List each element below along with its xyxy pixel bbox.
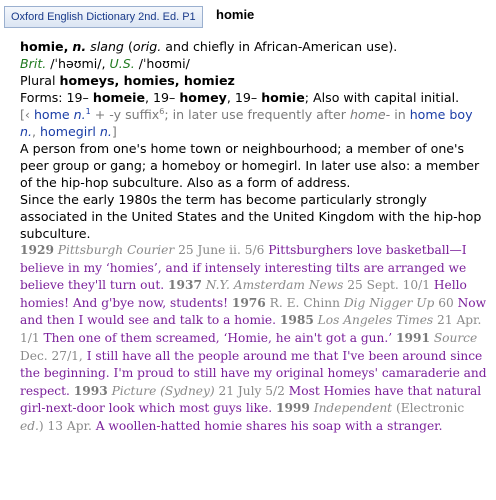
ety-comma: , [32,124,41,139]
quote-source: Los Angeles Times [317,313,434,328]
ety-n-1: n. [69,107,86,122]
quote-year: 1976 [231,295,266,310]
ety-mid: ; in later use frequently after [164,107,350,122]
quotations [20,242,490,436]
quote-ref: 25 June ii. 5/6 [174,243,269,257]
quote-source: N.Y. Amsterdam News [205,278,344,293]
quote-text: I still have all the people around me that I've been around since the beginning. I'm proud to still have my original homeys' camaraderie and respect. [20,348,487,398]
ety-sup-1: 1 [85,106,91,116]
quote-year: 1929 [20,243,54,257]
quote-source: Picture (Sydney) [111,383,215,398]
quote-text: Most Homies have that natural girl-next-door look which most guys like. [20,383,482,416]
ety-n-3: n. [95,124,112,139]
definition: A person from one's home town or neighbourhood; a member of one's peer group or gang; a homeboy or homegirl. In later use also: a member of the hip-hop subculture. Also as a form of address. [20,141,480,190]
ety-plus: + -y suffix [90,107,160,122]
quote-ref-ed: ed. [20,418,39,433]
brit-label: Brit. [20,56,47,71]
quote-ref: ) 13 Apr. [38,418,96,433]
form-2: homey [179,90,227,105]
quote-ref-open: (Electronic [392,401,465,416]
plural-line [20,72,490,89]
register-label: slang [90,39,124,54]
quote-author: R. E. Chinn [265,295,344,310]
ety-home-it: home- [349,107,391,122]
ety-n-2: n. [20,124,32,139]
quote-source: Pittsburgh Courier [57,243,175,257]
ety-sup-6: 6 [159,106,165,116]
usage-orig: orig. [132,39,162,54]
quote-year: 1991 [396,330,430,345]
ety-link-homegirl[interactable]: homegirl [40,124,96,139]
pron-brit: /ˈhəʊmi/, [46,56,110,71]
pronunciation-line [20,55,490,72]
forms-tail: ; Also with capital initial. [304,90,460,105]
form-sep-1: , 19– [145,90,180,105]
quote-year: 1985 [279,313,314,328]
quote-ref: 21 July 5/2 [214,383,289,398]
quote-ref: 21 Apr. 1/1 [20,313,482,345]
quote-year: 1937 [168,278,202,293]
plural-forms: homeys, homies, homiez [59,73,235,88]
ety-in: in [390,107,410,122]
forms-label: Forms: 19– [20,90,93,105]
title-bar [0,0,496,34]
ety-open: [‹ [20,107,34,122]
quote-text: Hello homies! And g'bye now, students! [20,278,467,310]
quote-text: Pittsburghers love basketball—I believe in my ‘homies’, and if intensely interesting tilts are arranged we believe they'll turn out. [20,243,467,293]
quote-ref: Dec. 27/1, [20,348,87,363]
usage-note-paragraph: Since the early 1980s the term has become particularly strongly associated in the United States and the United Kingdom with the hip-hop subculture. [20,192,482,241]
usage-open: ( [127,39,133,54]
form-3: homie [261,90,305,105]
quote-source: Source [433,330,478,345]
quote-text: A woollen-hatted homie shares his soap with a stranger. [95,418,443,433]
quote-ref: 25 Sept. 10/1 [343,278,434,293]
ety-link-homeboy[interactable]: home boy [409,107,473,122]
dictionary-tab[interactable]: Oxford English Dictionary 2nd. Ed. P1 [4,6,203,28]
headword: homie, [20,39,69,54]
quote-text: Then one of them screamed, ‘Homie, he ain't got a gun.’ [43,330,397,345]
quote-year: 1999 [275,401,310,416]
forms-line [20,89,490,106]
us-label: U.S. [109,56,135,71]
dictionary-entry [20,38,490,436]
ety-close: ] [111,124,117,139]
quote-source: Independent [313,401,393,416]
ety-link-home[interactable]: home [33,107,70,122]
pron-us: /ˈhoʊmi/ [134,56,190,71]
headword-line [20,38,490,55]
plural-label: Plural [20,73,60,88]
quote-year: 1993 [73,383,108,398]
quote-source: Dig Nigger Up [343,295,435,310]
form-sep-2: , 19– [226,90,262,105]
usage-note: and chiefly in African-American use). [161,39,398,54]
quote-ref: 60 [434,295,458,310]
entry-title: homie [216,7,255,22]
form-1: homeie [92,90,145,105]
part-of-speech: n. [72,39,87,54]
etymology [20,106,490,140]
quote-text: Now and then I would see and talk to a homie. [20,295,487,328]
